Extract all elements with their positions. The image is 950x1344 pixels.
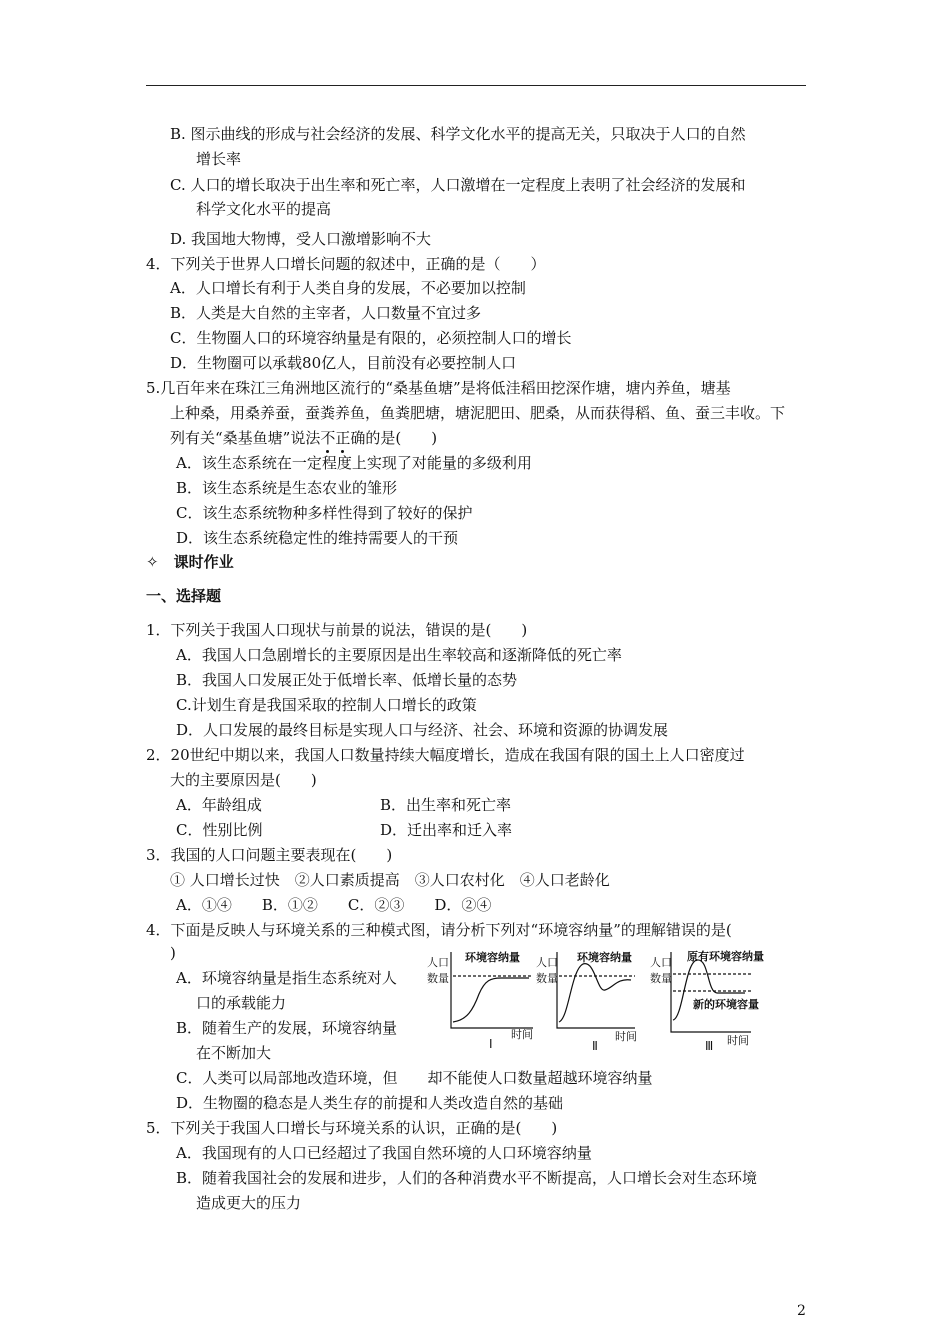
text-line: C．性别比例	[176, 821, 263, 839]
text-line: C. 人口的增长取决于出生率和死亡率，人口激增在一定程度上表明了社会经济的发展和	[170, 176, 746, 194]
x-label: 时间	[511, 1028, 533, 1041]
text-line: 口的承载能力	[196, 994, 287, 1012]
text-line: D．生物圈的稳态是人类生存的前提和人类改造自然的基础	[176, 1094, 564, 1112]
y-label-top: 人口	[650, 956, 672, 969]
header-rule	[146, 85, 806, 86]
text-line: 1．下列关于我国人口现状与前景的说法，错误的是( )	[146, 621, 528, 639]
text-line: D．人口发展的最终目标是实现人口与经济、社会、环境和资源的协调发展	[176, 721, 669, 739]
population-capacity-figure	[425, 948, 785, 1052]
y-label-top: 人口	[536, 956, 558, 969]
x-label: 时间	[615, 1030, 637, 1043]
y-label-bottom: 数量	[536, 972, 558, 985]
text-line: 上种桑，用桑养蚕，蚕粪养鱼，鱼粪肥塘，塘泥肥田、肥桑，从而获得稻、鱼、蚕三丰收。下	[170, 404, 786, 422]
text-line: )	[170, 944, 176, 962]
text-line: B．人类是大自然的主宰者，人口数量不宜过多	[170, 304, 482, 322]
text-line: 增长率	[196, 150, 242, 168]
text-line: A．我国人口急剧增长的主要原因是出生率较高和逐渐降低的死亡率	[176, 646, 622, 664]
text-line: 5.几百年来在珠江三角洲地区流行的“桑基鱼塘”是将低洼稻田挖深作塘，塘内养鱼，塘基	[146, 379, 731, 397]
emphasis-char: 正	[335, 429, 351, 447]
section-heading: ✧ 课时作业	[146, 553, 234, 571]
axes-panel-3	[671, 952, 751, 1032]
text-line: B．我国人口发展正处于低增长率、低增长量的态势	[176, 671, 518, 689]
text-line: ① 人口增长过快 ②人口素质提高 ③人口农村化 ④人口老龄化	[170, 871, 610, 889]
text-line: A．人口增长有利于人类自身的发展，不必要加以控制	[170, 279, 526, 297]
text-line: 科学文化水平的提高	[196, 200, 332, 218]
text-line: D．生物圈可以承载80亿人，目前没有必要控制人口	[170, 354, 517, 372]
text-line: C．人类可以局部地改造环境，但 却不能使人口数量超越环境容纳量	[176, 1069, 653, 1087]
text-line: A．该生态系统在一定程度上实现了对能量的多级利用	[176, 454, 532, 472]
text-line: 3．我国的人口问题主要表现在( )	[146, 846, 393, 864]
text-line: A．我国现有的人口已经超过了我国自然环境的人口环境容纳量	[176, 1144, 592, 1162]
text-line: C．生物圈人口的环境容纳量是有限的，必须控制人口的增长	[170, 329, 572, 347]
curve-panel-1	[453, 978, 529, 1022]
question-line	[170, 428, 437, 448]
text-line: B．该生态系统是生态农业的雏形	[176, 479, 398, 497]
x-label: 时间	[727, 1034, 749, 1047]
y-label-bottom: 数量	[427, 972, 449, 985]
text-line: D．迁出率和迁入率	[380, 821, 513, 839]
text-line: B. 图示曲线的形成与社会经济的发展、科学文化水平的提高无关，只取决于人口的自然	[170, 125, 746, 143]
capacity-label: 环境容纳量	[465, 951, 520, 964]
text-line: D. 我国地大物博，受人口激增影响不大	[170, 230, 432, 248]
text-line: A．年龄组成	[176, 796, 262, 814]
new-capacity-label: 新的环境容量	[693, 998, 759, 1011]
curve-panel-2	[559, 964, 631, 1022]
figure-svg	[425, 948, 785, 1052]
text-line: 4．下面是反映人与环境关系的三种模式图，请分析下列对“环境容纳量”的理解错误的是(	[146, 921, 732, 939]
panel-numeral: Ⅲ	[705, 1039, 714, 1052]
text-line: B．随着我国社会的发展和进步，人们的各种消费水平不断提高，人口增长会对生态环境	[176, 1169, 758, 1187]
text-line: B．随着生产的发展，环境容纳量	[176, 1019, 398, 1037]
emphasis-char: 不	[320, 429, 336, 447]
capacity-label: 环境容纳量	[577, 951, 632, 964]
y-label-bottom: 数量	[650, 972, 672, 985]
text-line: 4．下列关于世界人口增长问题的叙述中，正确的是（ ）	[146, 255, 546, 273]
page-number: 2	[797, 1303, 806, 1319]
text-line: 造成更大的压力	[196, 1194, 302, 1212]
text-line: 大的主要原因是( )	[170, 771, 317, 789]
text-line: 2．20世纪中期以来，我国人口数量持续大幅度增长，造成在我国有限的国土上人口密度过	[146, 746, 745, 764]
text-line: D．该生态系统稳定性的维持需要人的干预	[176, 529, 459, 547]
capacity-label: 原有环境容纳量	[687, 950, 764, 963]
text-line: A．环境容纳量是指生态系统对人	[176, 969, 397, 987]
text-line: C．该生态系统物种多样性得到了较好的保护	[176, 504, 473, 522]
panel-numeral: Ⅰ	[489, 1037, 493, 1051]
text-line: A．①④ B．①② C．②③ D．②④	[176, 896, 492, 914]
line-text: 列有关“桑基鱼塘”说法	[170, 429, 321, 447]
text-line: B．出生率和死亡率	[380, 796, 512, 814]
text-line: 在不断加大	[196, 1044, 272, 1062]
text-line: 5．下列关于我国人口增长与环境关系的认识，正确的是( )	[146, 1119, 558, 1137]
section-heading: 一、选择题	[146, 587, 222, 605]
y-label-top: 人口	[427, 956, 449, 969]
text-line: C.计划生育是我国采取的控制人口增长的政策	[176, 696, 477, 714]
line-text: 确的是( )	[350, 429, 438, 447]
panel-numeral: Ⅱ	[592, 1039, 598, 1052]
